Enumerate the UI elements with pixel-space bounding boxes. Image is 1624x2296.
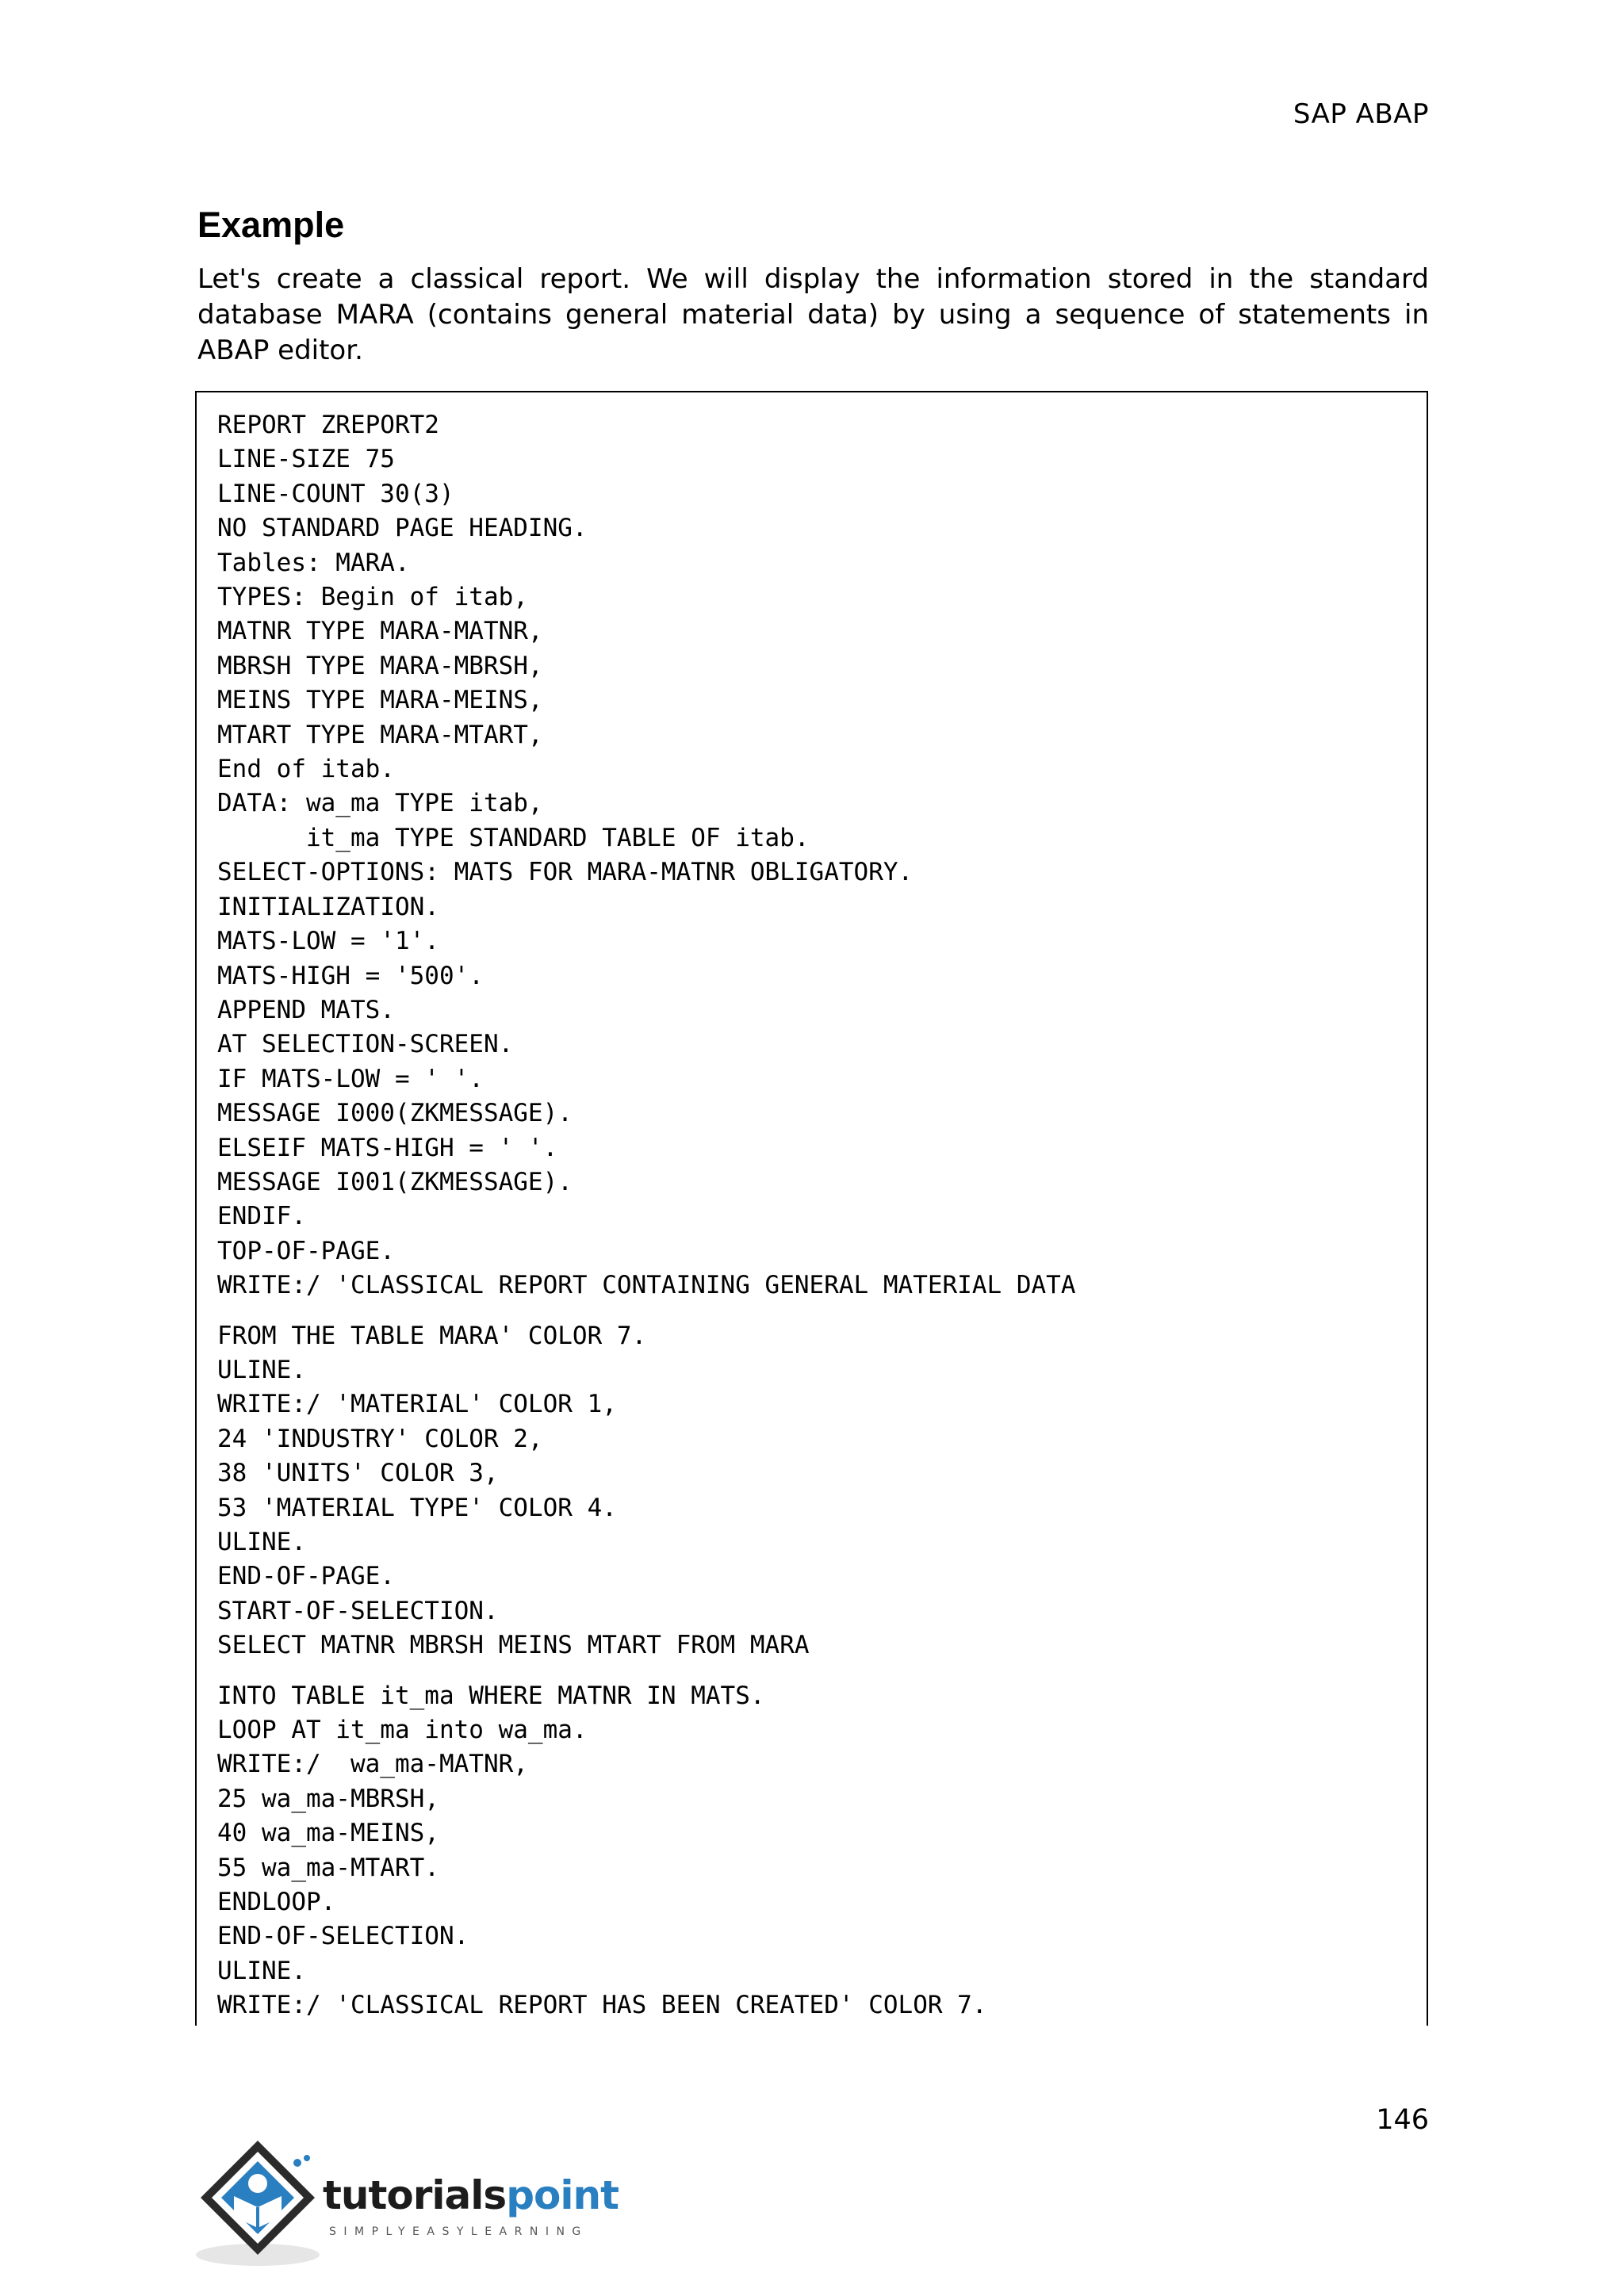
code-line: 53 'MATERIAL TYPE' COLOR 4. — [217, 1493, 617, 1522]
code-line: ULINE. — [217, 1956, 306, 1985]
code-line: MATNR TYPE MARA-MATNR, — [217, 617, 543, 646]
code-line: LOOP AT it_ma into wa_ma. — [217, 1716, 588, 1745]
code-line: TOP-OF-PAGE. — [217, 1236, 395, 1265]
code-line: 55 wa_ma-MTART. — [217, 1853, 439, 1882]
logo-wordmark-blue: point — [506, 2172, 619, 2218]
code-line: MBRSH TYPE MARA-MBRSH, — [217, 651, 543, 680]
logo-wordmark-dark: tutorials — [323, 2172, 507, 2218]
code-line: MATS-HIGH = '500'. — [217, 961, 484, 990]
code-line: INTO TABLE it_ma WHERE MATNR IN MATS. — [217, 1681, 765, 1710]
page-number: 146 — [1376, 2104, 1429, 2136]
code-line: AT SELECTION-SCREEN. — [217, 1030, 514, 1059]
code-line: MESSAGE I001(ZKMESSAGE). — [217, 1167, 573, 1196]
code-line: START-OF-SELECTION. — [217, 1596, 499, 1625]
code-line: APPEND MATS. — [217, 995, 395, 1024]
code-line: MESSAGE I000(ZKMESSAGE). — [217, 1099, 573, 1128]
code-line: ELSEIF MATS-HIGH = ' '. — [217, 1133, 558, 1162]
code-line: END-OF-PAGE. — [217, 1562, 395, 1591]
code-line: 24 'INDUSTRY' COLOR 2, — [217, 1424, 543, 1453]
code-line: ENDIF. — [217, 1202, 306, 1231]
code-line: WRITE:/ 'CLASSICAL REPORT HAS BEEN CREATED' COLOR 7. — [217, 1991, 987, 2020]
code-line: END-OF-SELECTION. — [217, 1922, 469, 1951]
code-line: MTART TYPE MARA-MTART, — [217, 720, 543, 749]
intro-paragraph: Let's create a classical report. We will display the information stored in the standard database MARA (contains general material data) by using a sequence of statements in ABAP editor. — [197, 263, 1429, 366]
code-line: SELECT-OPTIONS: MATS FOR MARA-MATNR OBLIGATORY. — [217, 858, 914, 887]
code-line: ULINE. — [217, 1528, 306, 1556]
running-header: SAP ABAP — [1293, 98, 1429, 130]
code-line: DATA: wa_ma TYPE itab, — [217, 789, 543, 818]
code-line: MATS-LOW = '1'. — [217, 927, 439, 956]
code-line: REPORT ZREPORT2 — [217, 411, 439, 439]
code-line: 25 wa_ma-MBRSH, — [217, 1784, 439, 1813]
code-line: MEINS TYPE MARA-MEINS, — [217, 686, 543, 715]
code-line: it_ma TYPE STANDARD TABLE OF itab. — [217, 823, 810, 852]
code-line: ULINE. — [217, 1355, 306, 1384]
code-line: SELECT MATNR MBRSH MEINS MTART FROM MARA — [217, 1631, 810, 1660]
code-line: WRITE:/ wa_ma-MATNR, — [217, 1750, 528, 1779]
code-line: Tables: MARA. — [217, 548, 410, 577]
logo-wordmark — [323, 2172, 619, 2218]
code-line: 40 wa_ma-MEINS, — [217, 1819, 439, 1848]
code-line: TYPES: Begin of itab, — [217, 583, 528, 612]
code-line: 38 'UNITS' COLOR 3, — [217, 1459, 499, 1488]
code-line: ENDLOOP. — [217, 1888, 336, 1917]
section-heading: Example — [197, 205, 345, 245]
logo-tagline: SIMPLYEASYLEARNING — [329, 2225, 588, 2238]
code-line: INITIALIZATION. — [217, 892, 439, 921]
code-line: End of itab. — [217, 755, 395, 784]
code-line: NO STANDARD PAGE HEADING. — [217, 514, 588, 543]
tutorialspoint-logo — [194, 2134, 630, 2277]
code-line: FROM THE TABLE MARA' COLOR 7. — [217, 1321, 647, 1350]
code-block — [195, 391, 1428, 2026]
code-line: LINE-SIZE 75 — [217, 445, 395, 474]
code-line: LINE-COUNT 30(3) — [217, 479, 454, 508]
logo-emblem-icon — [194, 2134, 333, 2277]
code-line: WRITE:/ 'CLASSICAL REPORT CONTAINING GENERAL MATERIAL DATA — [217, 1271, 1076, 1300]
code-line: IF MATS-LOW = ' '. — [217, 1064, 484, 1093]
code-line: WRITE:/ 'MATERIAL' COLOR 1, — [217, 1390, 617, 1419]
